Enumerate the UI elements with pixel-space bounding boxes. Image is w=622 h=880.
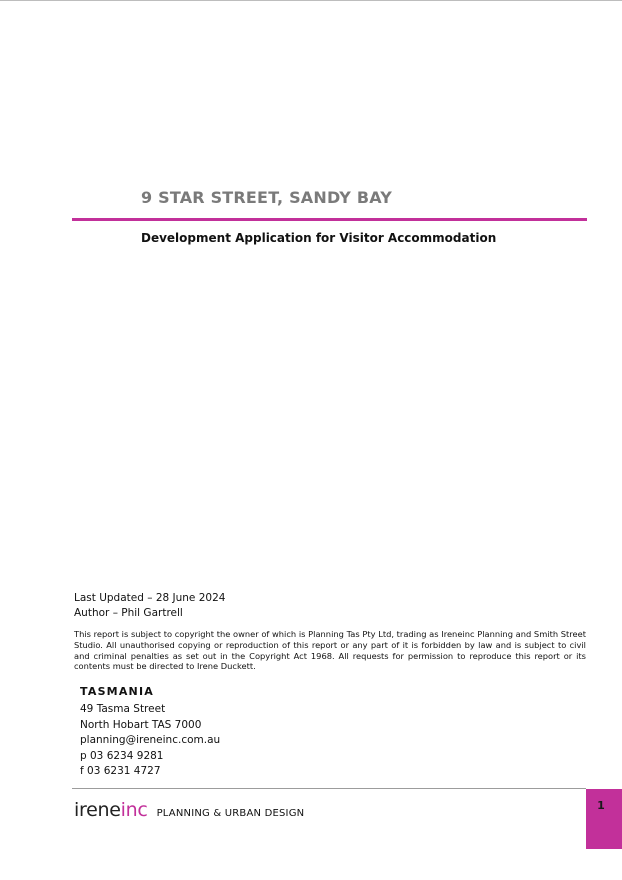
logo-inc: inc	[120, 799, 148, 821]
office-address	[80, 685, 220, 780]
document-subtitle: Development Application for Visitor Accommodation	[141, 231, 497, 245]
copyright-notice: This report is subject to copyright the owner of which is Planning Tas Pty Ltd, trading as Ireneinc Planning and Smith Street Studio. All unauthorised copying or reproduction of this report or any part of it is forbidden by law and is subject to civil and criminal penalties as set out in the Copyright Act 1968. All requests for permission to reproduce this report or its contents must be directed to Irene Duckett.	[74, 629, 586, 672]
logo-irene: irene	[74, 799, 121, 821]
footer-divider	[72, 788, 586, 789]
address-email[interactable]: planning@ireneinc.com.au	[80, 734, 221, 746]
page-number-tab	[586, 789, 622, 849]
title-underline	[72, 218, 587, 221]
last-updated: Last Updated – 28 June 2024	[74, 592, 226, 604]
top-border	[0, 0, 622, 1]
document-title: 9 STAR STREET, SANDY BAY	[141, 188, 393, 207]
address-suburb: North Hobart TAS 7000	[80, 718, 202, 731]
logo-tagline: PLANNING & URBAN DESIGN	[156, 808, 305, 819]
author: Author – Phil Gartrell	[74, 607, 183, 619]
address-street: 49 Tasma Street	[80, 703, 166, 715]
address-fax: f 03 6231 4727	[80, 765, 161, 777]
ireneinc-logo	[74, 799, 304, 821]
address-heading: TASMANIA	[80, 685, 154, 698]
address-phone: p 03 6234 9281	[80, 749, 164, 762]
page-number: 1	[597, 799, 605, 812]
